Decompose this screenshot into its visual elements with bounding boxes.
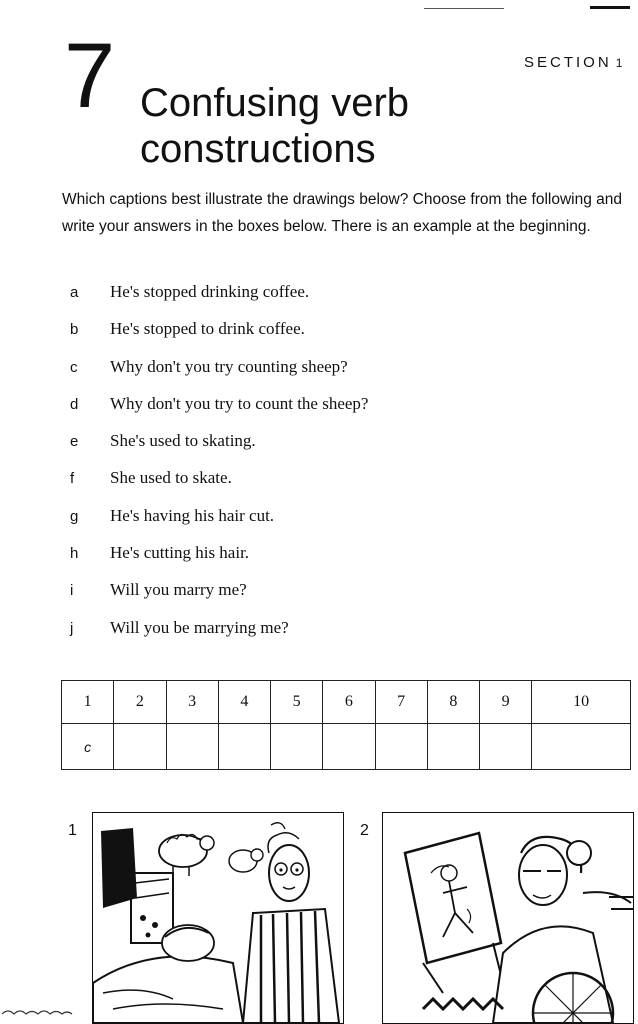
top-rule [424, 8, 504, 9]
answer-cell-10[interactable] [532, 724, 631, 770]
unit-title [140, 80, 580, 172]
number-cell: 9 [480, 681, 532, 724]
option-b [70, 319, 590, 356]
option-e [70, 431, 590, 468]
number-cell: 10 [532, 681, 631, 724]
option-text: Why don't you try to count the sheep? [110, 393, 369, 413]
picture-1 [92, 812, 344, 1024]
answer-cell-6[interactable] [323, 724, 375, 770]
answer-cell-1[interactable]: c [62, 724, 114, 770]
picture-1-sleepless-man-drawing [93, 813, 343, 1023]
answer-cell-7[interactable] [375, 724, 427, 770]
option-j [70, 618, 590, 655]
unit-number: 7 [64, 25, 116, 127]
number-cell: 4 [218, 681, 270, 724]
answer-cell-5[interactable] [271, 724, 323, 770]
option-text: He's cutting his hair. [110, 543, 250, 563]
answer-cell-3[interactable] [166, 724, 218, 770]
answer-cell-2[interactable] [114, 724, 166, 770]
option-letter: c [70, 358, 78, 376]
option-text: He's stopped to drink coffee. [110, 319, 305, 339]
picture-2 [382, 812, 634, 1024]
picture-2-label: 2 [360, 822, 369, 839]
unit-title-line1: Confusing verb [140, 81, 410, 125]
answer-table-answers [62, 724, 631, 770]
footer-scrawl [0, 1006, 80, 1016]
option-letter: i [70, 582, 74, 600]
number-cell: 6 [323, 681, 375, 724]
number-cell: 1 [62, 681, 114, 724]
section-word: SECTION [524, 54, 612, 71]
option-letter: a [70, 284, 79, 301]
option-d [70, 394, 590, 431]
section-label [524, 54, 622, 71]
option-h [70, 543, 590, 580]
number-cell: 7 [375, 681, 427, 724]
option-letter: f [70, 470, 75, 488]
picture-2-woman-with-photo-drawing [383, 813, 633, 1023]
section-number: 1 [615, 56, 623, 70]
option-f [70, 468, 590, 505]
option-letter: j [70, 619, 74, 637]
number-cell: 8 [427, 681, 479, 724]
option-text: Why don't you try counting sheep? [110, 356, 348, 376]
instructions: Which captions best illustrate the drawings below? Choose from the following and write your answers in the boxes below. There is an example at the beginning. [62, 191, 623, 235]
number-cell: 2 [114, 681, 166, 724]
option-text: Will you be marrying me? [110, 617, 289, 637]
option-text: He's stopped drinking coffee. [110, 282, 310, 301]
option-text: He's having his hair cut. [110, 505, 275, 525]
option-letter: b [70, 321, 79, 339]
option-i [70, 580, 590, 617]
number-cell: 3 [166, 681, 218, 724]
option-c [70, 357, 590, 394]
option-a [70, 282, 590, 319]
option-text: She's used to skating. [110, 431, 256, 451]
number-cell: 5 [271, 681, 323, 724]
top-mark [590, 6, 630, 9]
option-letter: g [70, 507, 79, 525]
option-letter: e [70, 433, 79, 451]
option-letter: d [70, 395, 79, 413]
option-text: Will you marry me? [110, 580, 247, 600]
unit-title-line2: constructions [140, 127, 376, 171]
option-text: She used to skate. [110, 468, 232, 488]
option-letter: h [70, 545, 79, 563]
answer-table-numbers [62, 681, 631, 724]
option-g [70, 506, 590, 543]
answer-table [61, 680, 631, 770]
picture-1-label: 1 [68, 822, 77, 839]
caption-options [70, 282, 590, 655]
answer-cell-9[interactable] [480, 724, 532, 770]
answer-cell-8[interactable] [427, 724, 479, 770]
answer-cell-4[interactable] [218, 724, 270, 770]
